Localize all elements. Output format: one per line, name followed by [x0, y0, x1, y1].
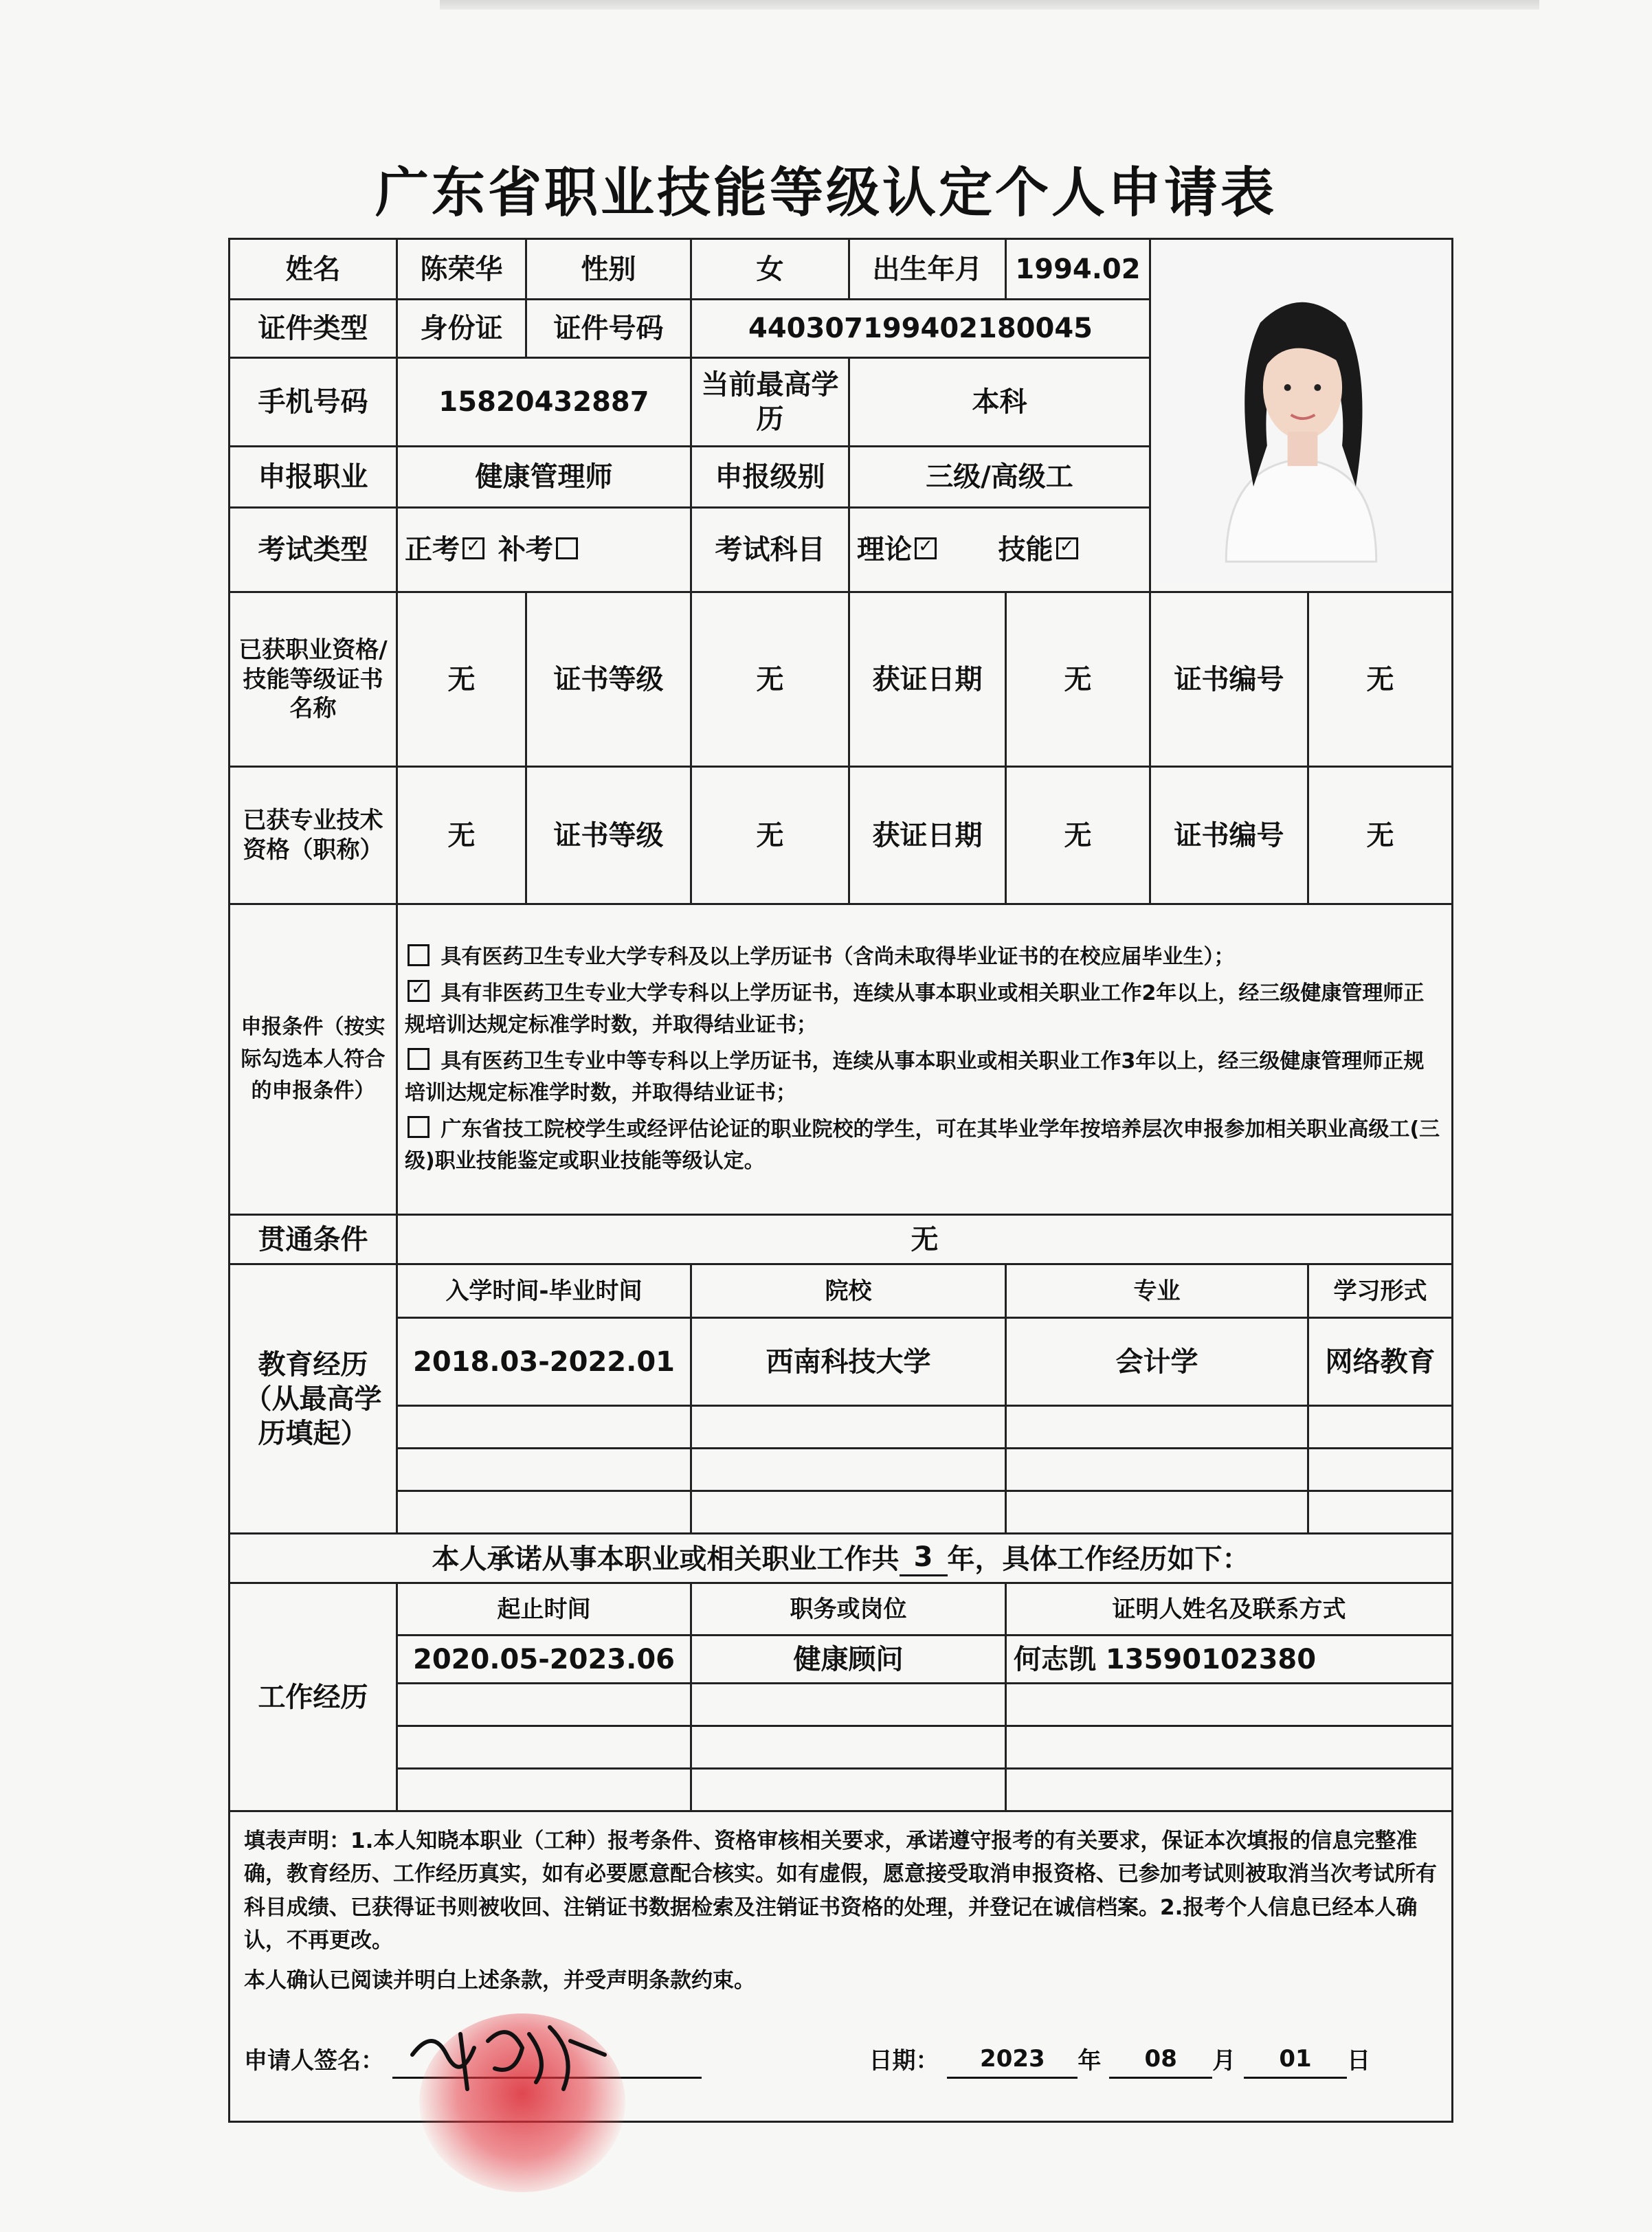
- qual-date-value: 无: [1006, 592, 1150, 767]
- edu-label: 当前最高学历: [691, 357, 849, 447]
- pro-number-label: 证书编号: [1150, 767, 1308, 904]
- work-promise-prefix: 本人承诺从事本职业或相关职业工作共: [432, 1543, 900, 1576]
- work-empty-cell: [691, 1769, 1006, 1811]
- date-label: 日期：: [869, 2046, 939, 2075]
- edu-header-school: 院校: [691, 1264, 1006, 1318]
- condition-checkbox-2[interactable]: ✓: [408, 980, 429, 1002]
- exam-subject-options: [849, 507, 1150, 592]
- pro-number-value: 无: [1308, 767, 1453, 904]
- through-value: 无: [397, 1215, 1453, 1264]
- work-empty-cell: [691, 1684, 1006, 1726]
- edu-empty-cell: [397, 1491, 691, 1534]
- edu-row-school: 西南科技大学: [691, 1318, 1006, 1406]
- work-header-position: 职务或岗位: [691, 1583, 1006, 1636]
- date-day-unit: 日: [1347, 2046, 1371, 2075]
- condition-item: [405, 1114, 1444, 1178]
- id-type-label: 证件类型: [230, 300, 397, 357]
- work-promise-suffix: 年，具体工作经历如下：: [947, 1543, 1250, 1576]
- exam-makeup-checkbox[interactable]: [556, 537, 578, 559]
- work-row-position: 健康顾问: [691, 1636, 1006, 1684]
- condition-text-2: 具有非医药卫生专业大学专科以上学历证书，连续从事本职业或相关职业工作2年以上，经三级健康管理师正规培训达规定标准学时数，并取得结业证书；: [405, 981, 1425, 1038]
- phone-label: 手机号码: [230, 357, 397, 447]
- qual-number-value: 无: [1308, 592, 1453, 767]
- qual-grade-value: 无: [691, 592, 849, 767]
- exam-regular-label: 正考: [405, 534, 460, 566]
- work-label: 工作经历: [230, 1583, 397, 1811]
- edu-header-period: 入学时间-毕业时间: [397, 1264, 691, 1318]
- job-label: 申报职业: [230, 447, 397, 507]
- id-type-value: 身份证: [397, 300, 526, 357]
- exam-subject-label: 考试科目: [691, 507, 849, 592]
- id-no-label: 证件号码: [526, 300, 691, 357]
- edu-value: 本科: [849, 357, 1150, 447]
- condition-checkbox-4[interactable]: [408, 1116, 429, 1138]
- edu-header-major: 专业: [1006, 1264, 1308, 1318]
- work-empty-cell: [397, 1769, 691, 1811]
- date-month: 08: [1109, 2041, 1212, 2079]
- date-month-unit: 月: [1212, 2046, 1236, 2075]
- form-title: 广东省职业技能等级认定个人申请表: [375, 161, 1277, 224]
- work-header-period: 起止时间: [397, 1583, 691, 1636]
- date-year-unit: 年: [1078, 2046, 1102, 2075]
- date-day: 01: [1244, 2041, 1347, 2079]
- work-empty-cell: [691, 1726, 1006, 1769]
- edu-empty-cell: [691, 1491, 1006, 1534]
- edu-empty-cell: [1308, 1449, 1453, 1491]
- education-label: 教育经历（从最高学历填起）: [230, 1264, 397, 1534]
- exam-makeup-label: 补考: [498, 534, 553, 566]
- conditions-list: [397, 904, 1453, 1215]
- handwritten-signature: [405, 2013, 612, 2096]
- phone-value: 15820432887: [397, 357, 691, 447]
- edu-row-period: 2018.03-2022.01: [397, 1318, 691, 1406]
- work-empty-cell: [1006, 1769, 1453, 1811]
- pro-date-value: 无: [1006, 767, 1150, 904]
- subject-theory-checkbox[interactable]: ✓: [915, 537, 937, 559]
- condition-checkbox-1[interactable]: [408, 944, 429, 966]
- work-promise: [230, 1534, 1453, 1583]
- pro-date-label: 获证日期: [849, 767, 1006, 904]
- level-label: 申报级别: [691, 447, 849, 507]
- edu-empty-cell: [397, 1406, 691, 1449]
- qual-grade-label: 证书等级: [526, 592, 691, 767]
- edu-empty-cell: [1006, 1406, 1308, 1449]
- edu-empty-cell: [397, 1449, 691, 1491]
- qual-cert-name: 无: [397, 592, 526, 767]
- work-empty-cell: [1006, 1684, 1453, 1726]
- qual-number-label: 证书编号: [1150, 592, 1308, 767]
- gender-label: 性别: [526, 239, 691, 300]
- edu-empty-cell: [1308, 1406, 1453, 1449]
- date-year: 2023: [947, 2041, 1078, 2079]
- condition-checkbox-3[interactable]: [408, 1048, 429, 1070]
- name-value: 陈荣华: [397, 239, 526, 300]
- application-table: [228, 238, 1453, 2123]
- edu-empty-cell: [691, 1406, 1006, 1449]
- birth-value: 1994.02: [1006, 239, 1150, 300]
- edu-row-major: 会计学: [1006, 1318, 1308, 1406]
- exam-type-label: 考试类型: [230, 507, 397, 592]
- name-label: 姓名: [230, 239, 397, 300]
- edu-empty-cell: [1308, 1491, 1453, 1534]
- declaration-text: 填表声明：1.本人知晓本职业（工种）报考条件、资格审核相关要求，承诺遵守报考的有关要求，保证本次填报的信息完整准确，教育经历、工作经历真实，如有必要愿意配合核实。如有虚假，愿意接受取消申报资格、已参加考试则被取消当次考试所有科目成绩、已获得证书则被收回、注销证书数据检索及注销证书资格的处理，并登记在诚信档案。2.报考个人信息已经本人确认，不再更改。: [244, 1829, 1437, 1953]
- edu-header-mode: 学习形式: [1308, 1264, 1453, 1318]
- subject-skill-label: 技能: [998, 534, 1053, 566]
- condition-item: [405, 978, 1444, 1042]
- birth-label: 出生年月: [849, 239, 1006, 300]
- work-empty-cell: [1006, 1726, 1453, 1769]
- qual-date-label: 获证日期: [849, 592, 1006, 767]
- condition-item: [405, 1046, 1444, 1110]
- photo-cell: [1150, 239, 1453, 592]
- pro-grade-value: 无: [691, 767, 849, 904]
- conditions-label: 申报条件（按实际勾选本人符合的申报条件）: [230, 904, 397, 1215]
- work-empty-cell: [397, 1684, 691, 1726]
- condition-text-1: 具有医药卫生专业大学专科及以上学历证书（含尚未取得毕业证书的在校应届毕业生）；: [440, 945, 1235, 970]
- edu-empty-cell: [691, 1449, 1006, 1491]
- edu-empty-cell: [1006, 1449, 1308, 1491]
- declaration-confirm: 本人确认已阅读并明白上述条款，并受声明条款约束。: [244, 1967, 755, 1993]
- work-row-referee: 何志凯 13590102380: [1006, 1636, 1453, 1684]
- work-header-referee: 证明人姓名及联系方式: [1006, 1583, 1453, 1636]
- condition-text-4: 广东省技工院校学生或经评估论证的职业院校的学生，可在其毕业学年按培养层次申报参加相关职业高级工(三级)职业技能鉴定或职业技能等级认定。: [405, 1117, 1440, 1174]
- applicant-photo: [1151, 240, 1451, 583]
- subject-theory-label: 理论: [857, 534, 912, 566]
- condition-text-3: 具有医药卫生专业中等专科以上学历证书，连续从事本职业或相关职业工作3年以上，经三级健康管理师正规培训达规定标准学时数，并取得结业证书；: [405, 1049, 1425, 1106]
- exam-type-options: [397, 507, 691, 592]
- exam-regular-checkbox[interactable]: ✓: [462, 537, 484, 559]
- work-row-period: 2020.05-2023.06: [397, 1636, 691, 1684]
- work-years: 3: [900, 1540, 948, 1576]
- edu-empty-cell: [1006, 1491, 1308, 1534]
- gender-value: 女: [691, 239, 849, 300]
- pro-title-label: 已获专业技术资格（职称）: [230, 767, 397, 904]
- pro-grade-label: 证书等级: [526, 767, 691, 904]
- subject-skill-checkbox[interactable]: ✓: [1056, 537, 1078, 559]
- work-empty-cell: [397, 1726, 691, 1769]
- level-value: 三级/高级工: [849, 447, 1150, 507]
- scan-noise: [440, 0, 1539, 10]
- condition-item: [405, 941, 1444, 974]
- id-no-value: 440307199402180045: [691, 300, 1150, 357]
- edu-row-mode: 网络教育: [1308, 1318, 1453, 1406]
- qual-cert-label: 已获职业资格/技能等级证书名称: [230, 592, 397, 767]
- through-label: 贯通条件: [230, 1215, 397, 1264]
- sign-label: 申请人签名：: [244, 2046, 384, 2075]
- pro-title-name: 无: [397, 767, 526, 904]
- job-value: 健康管理师: [397, 447, 691, 507]
